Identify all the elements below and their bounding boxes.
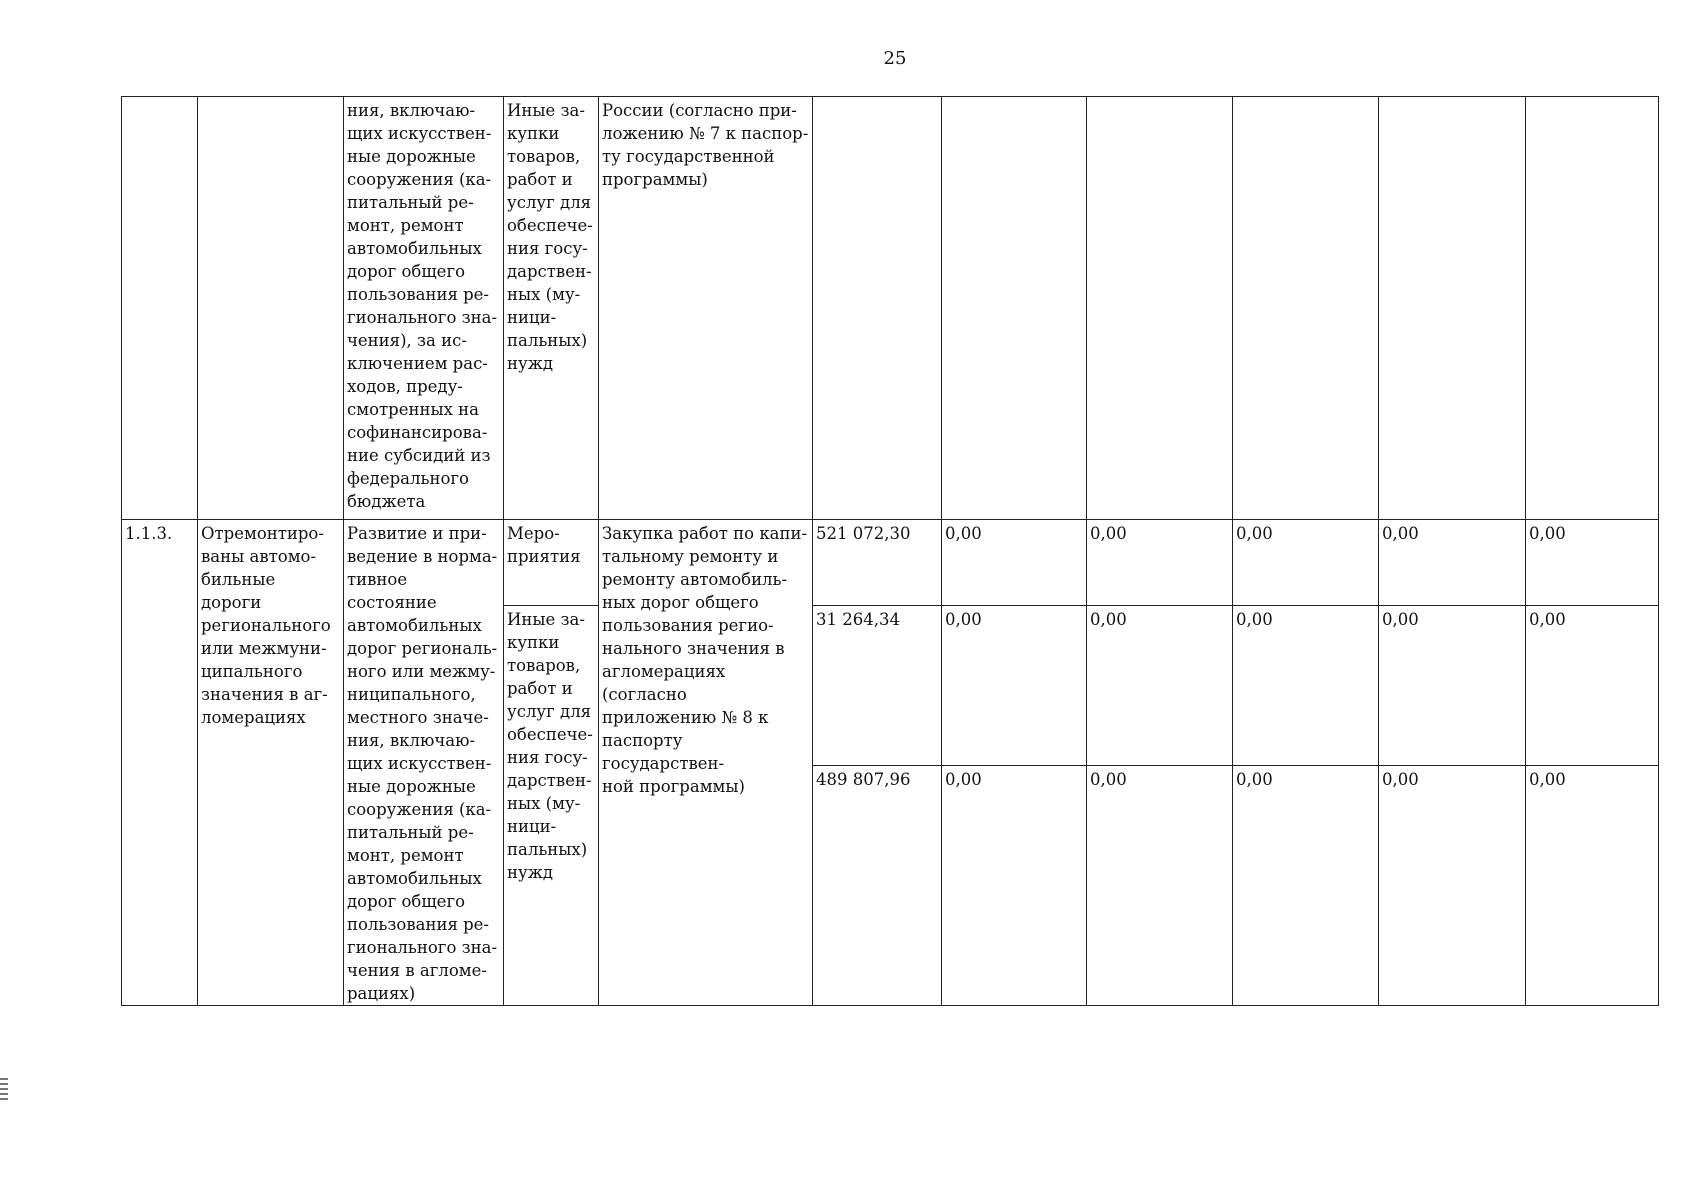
cell-type-continued: Иные за- купки товаров, работ и услуг для обеспече- ния госу- дарствен- ных (му- ници- пальных) нужд xyxy=(504,97,599,520)
cell-description: Закупка работ по капи- тальному ремонту и ремонту автомобиль- ных дорог общего пользования регио- нального значения в агломерациях (согласно приложению № 8 к паспорту государствен- ной программы) xyxy=(599,520,813,1006)
cell-value: 0,00 xyxy=(1233,520,1379,606)
cell-value-total: 31 264,34 xyxy=(813,606,942,766)
cell-value: 0,00 xyxy=(942,520,1087,606)
cell-value: 0,00 xyxy=(942,766,1087,1006)
cell-value: 0,00 xyxy=(1526,766,1659,1006)
cell-value-empty xyxy=(942,97,1087,520)
cell-value-empty xyxy=(1526,97,1659,520)
cell-value: 0,00 xyxy=(1379,766,1526,1006)
cell-description-continued: России (согласно при- ложению № 7 к паспор- ту государственной программы) xyxy=(599,97,813,520)
cell-value-total: 489 807,96 xyxy=(813,766,942,1006)
page-number: 25 xyxy=(883,48,907,69)
cell-value-empty xyxy=(813,97,942,520)
cell-row-number: 1.1.3. xyxy=(122,520,198,1006)
table-row xyxy=(122,520,1659,606)
cell-value: 0,00 xyxy=(1087,606,1233,766)
budget-table xyxy=(121,96,1659,1006)
cell-value: 0,00 xyxy=(1526,606,1659,766)
cell-value: 0,00 xyxy=(1526,520,1659,606)
cell-value: 0,00 xyxy=(1379,520,1526,606)
cell-type-procurement: Иные за- купки товаров, работ и услуг для обеспече- ния госу- дарствен- ных (му- ници- пальных) нужд xyxy=(504,606,599,1006)
cell-value: 0,00 xyxy=(1233,766,1379,1006)
cell-type-measures: Меро- приятия xyxy=(504,520,599,606)
cell-value-empty xyxy=(1087,97,1233,520)
cell-value: 0,00 xyxy=(1379,606,1526,766)
table-row-continuation xyxy=(122,97,1659,520)
cell-result: Отремонтиро- ваны автомо- бильные дороги регионального или межмуни- ципального значения в аг- ломерациях xyxy=(198,520,344,1006)
cell-result-empty xyxy=(198,97,344,520)
cell-value: 0,00 xyxy=(1233,606,1379,766)
cell-value-total: 521 072,30 xyxy=(813,520,942,606)
cell-measure-continued: ния, включаю- щих искусствен- ные дорожные сооружения (ка- питальный ре- монт, ремонт автомобильных дорог общего пользования ре- гионального зна- чения), за ис- ключением рас- ходов, преду- смотренных на софинансирова- ние субсидий из федерального бюджета xyxy=(344,97,504,520)
scan-margin-mark xyxy=(0,1078,8,1100)
cell-value-empty xyxy=(1233,97,1379,520)
cell-value: 0,00 xyxy=(1087,520,1233,606)
cell-value-empty xyxy=(1379,97,1526,520)
cell-value: 0,00 xyxy=(942,606,1087,766)
cell-measure: Развитие и при- ведение в норма- тивное состояние автомобильных дорог региональ- ного или межму- ниципального, местного значе- ния, включаю- щих искусствен- ные дорожные сооружения (ка- питальный ре- монт, ремонт автомобильных дорог общего пользования ре- гионального зна- чения в агломе- рациях) xyxy=(344,520,504,1006)
cell-number-empty xyxy=(122,97,198,520)
cell-value: 0,00 xyxy=(1087,766,1233,1006)
